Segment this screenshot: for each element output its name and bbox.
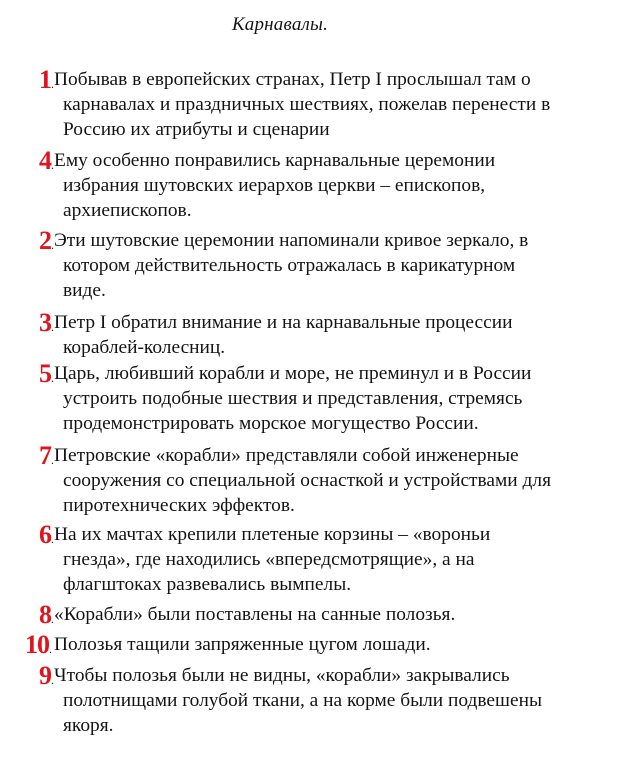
order-number: 10 . bbox=[22, 632, 52, 662]
sentence-line: якоря. bbox=[63, 715, 114, 736]
sentence-line: архиепископов. bbox=[63, 200, 192, 221]
sentence-line: «Корабли» были поставлены на санные полозья. bbox=[54, 604, 456, 625]
order-number: 9 . bbox=[24, 663, 54, 693]
order-number: 8 . bbox=[24, 602, 54, 632]
order-number: 3 . bbox=[24, 310, 54, 340]
sentence-line: виде. bbox=[63, 280, 106, 301]
order-number: 6 . bbox=[24, 522, 54, 552]
order-number: 2 . bbox=[24, 228, 54, 258]
sentence-line: Побывав в европейских странах, Петр I прослышал там о bbox=[54, 69, 531, 90]
sentence-line: Ему особенно понравились карнавальные церемонии bbox=[54, 150, 496, 171]
sentence-line: Эти шутовские церемонии напоминали кривое зеркало, в bbox=[54, 230, 529, 251]
sentence-line: Петровские «корабли» представляли собой инженерные bbox=[54, 445, 519, 466]
order-number: 5 . bbox=[24, 361, 54, 391]
sentence-line: продемонстрировать морское могущество России. bbox=[63, 413, 479, 434]
sentence-line: кораблей-колесниц. bbox=[63, 337, 226, 358]
sentence-line: На их мачтах крепили плетеные корзины – «вороньи bbox=[54, 524, 491, 545]
sentence-line: Полозья тащили запряженные цугом лошади. bbox=[54, 634, 431, 655]
sentence-line: Чтобы полозья были не видны, «корабли» закрывались bbox=[54, 665, 510, 686]
sentence-line: полотнищами голубой ткани, а на корме были подвешены bbox=[63, 690, 542, 711]
sentence-line: сооружения со специальной оснасткой и устройствами для bbox=[63, 470, 551, 491]
sentence-line: флагштоках развевались вымпелы. bbox=[63, 574, 352, 595]
order-number: 1 . bbox=[24, 67, 54, 97]
sentence-line: Петр I обратил внимание и на карнавальные процессии bbox=[54, 312, 513, 333]
sentence-line: пиротехнических эффектов. bbox=[63, 495, 295, 516]
sentence-line: избрания шутовских иерархов церкви – епископов, bbox=[63, 175, 486, 196]
order-number: 7 . bbox=[24, 443, 54, 473]
sentence-line: Россию их атрибуты и сценарии bbox=[63, 119, 330, 140]
sentence-line: устроить подобные шествия и представления, стремясь bbox=[63, 388, 523, 409]
sentence-line: карнавалах и праздничных шествиях, пожелав перенести в bbox=[63, 94, 551, 115]
sentence-line: котором действительность отражалась в карикатурном bbox=[63, 255, 516, 276]
page-title: Карнавалы. bbox=[231, 14, 329, 35]
order-number: 4 . bbox=[24, 148, 54, 178]
sentence-line: гнезда», где находились «впередсмотрящие», а на bbox=[63, 549, 475, 570]
sentence-line: Царь, любивший корабли и море, не преминул и в России bbox=[54, 363, 532, 384]
